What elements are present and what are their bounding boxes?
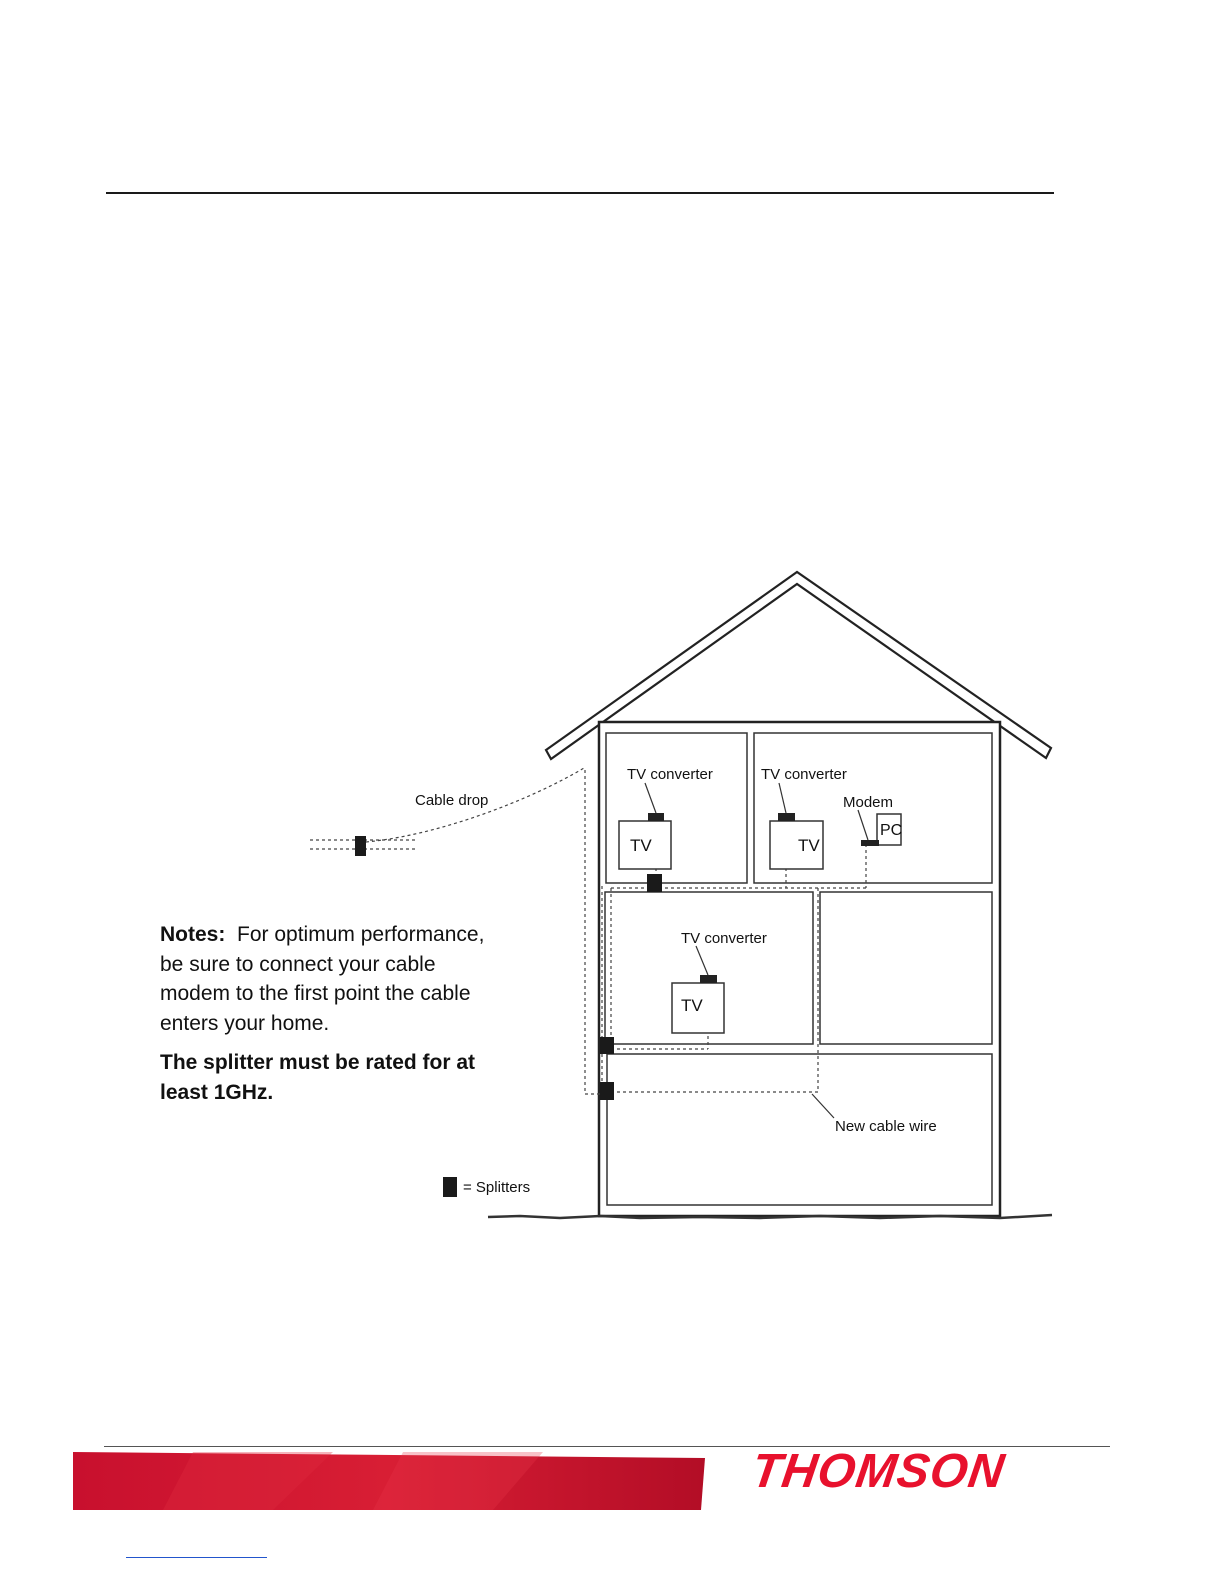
- tv-label-1: TV: [630, 836, 652, 855]
- splitter-warning: The splitter must be rated for at least 1GHz.: [160, 1051, 476, 1104]
- footer-red-band: [73, 1452, 705, 1510]
- tv-converter-label-1: TV converter: [627, 766, 713, 783]
- splitter-upper: [647, 874, 662, 892]
- notes-text: For optimum performance, be sure to connect your cable modem to the first point the cable enters your home.: [160, 923, 485, 1035]
- notes-block: [160, 920, 490, 1108]
- splitters-legend-label: = Splitters: [463, 1179, 531, 1196]
- modem-device: [861, 840, 879, 846]
- new-cable-wire-label: New cable wire: [835, 1118, 937, 1135]
- footer-link-underline: [126, 1557, 267, 1558]
- thomson-logo: THOMSON: [748, 1445, 1009, 1498]
- tv-label-3: TV: [681, 996, 703, 1015]
- splitter-legend-swatch: [443, 1177, 457, 1197]
- notes-paragraph: [160, 920, 490, 1038]
- pc-label: PC: [880, 822, 903, 839]
- notes-label: Notes:: [160, 923, 226, 946]
- house-outer-wall: [599, 722, 1000, 1216]
- tv-converter-label-2: TV converter: [761, 766, 847, 783]
- splitter-middle: [600, 1037, 614, 1054]
- tv-converter-1-device: [648, 813, 664, 821]
- cable-drop-label: Cable drop: [415, 792, 489, 809]
- splitter-lower: [600, 1082, 614, 1100]
- tv-converter-label-3: TV converter: [681, 930, 767, 947]
- modem-label: Modem: [843, 794, 894, 811]
- tv-label-2: TV: [798, 836, 820, 855]
- tv-converter-3-device: [700, 975, 717, 983]
- tv-converter-2-device: [778, 813, 795, 821]
- splitter-outside: [355, 836, 366, 856]
